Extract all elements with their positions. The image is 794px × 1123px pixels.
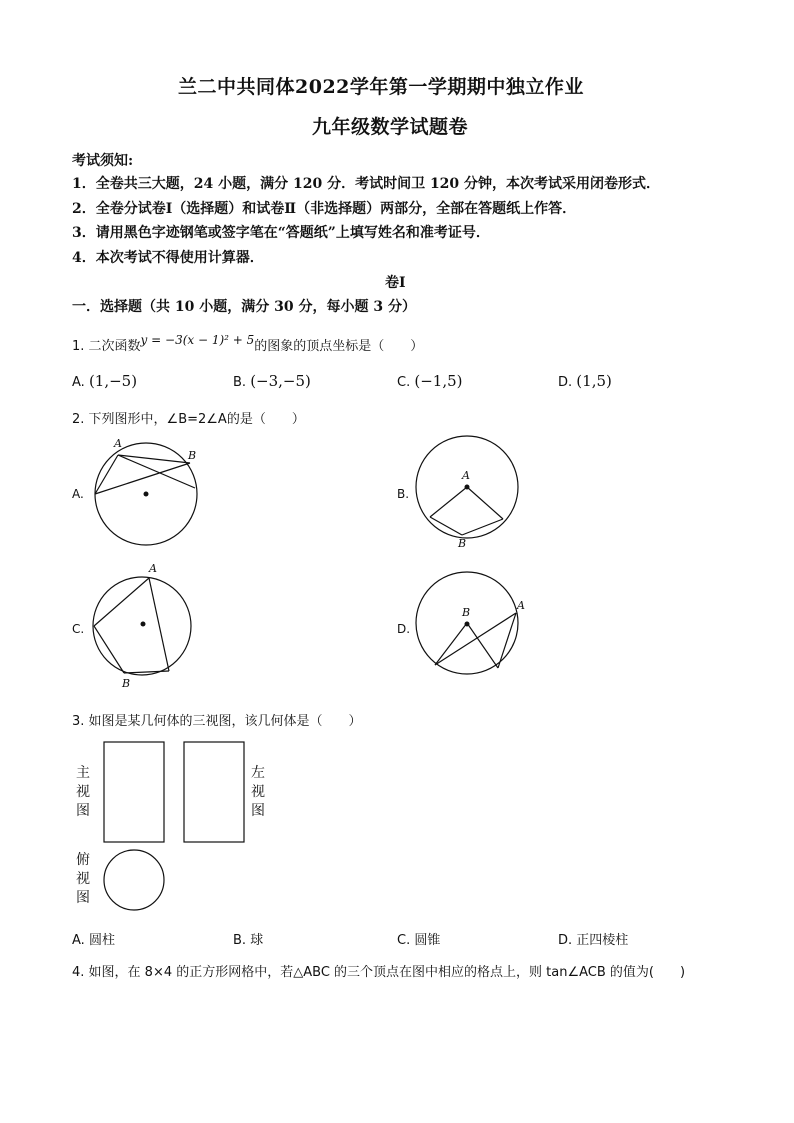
q3-option-a-letter: A. xyxy=(72,933,85,948)
paper-subtitle: 九年级数学试题卷 xyxy=(312,116,469,138)
q2-option-c-label[interactable]: C. xyxy=(72,622,85,636)
top-view-circle xyxy=(104,850,164,910)
q1-suffix: 的图象的顶点坐标是（ ） xyxy=(254,339,424,354)
q2-option-d-label[interactable]: D. xyxy=(397,622,411,636)
q3-option-b[interactable] xyxy=(233,929,263,948)
question-3: 3. 如图是某几何体的三视图，该几何体是（ ） xyxy=(72,714,362,729)
fig-a-point-a: A xyxy=(114,437,122,450)
q3-option-b-value: 球 xyxy=(250,933,264,948)
q3-option-c-letter: C. xyxy=(397,933,411,948)
q1-option-d-letter: D. xyxy=(558,375,573,390)
q1-prefix: 1. 二次函数 xyxy=(72,339,141,354)
q1-formula: y = −3(x − 1)² + 5 xyxy=(140,333,255,347)
fig-c-point-a: A xyxy=(149,562,157,575)
question-4: 4. 如图，在 8×4 的正方形网格中，若△ABC 的三个顶点在图中相应的格点上，则 tan∠ACB 的值为( ) xyxy=(72,965,686,980)
q1-option-a-value: (1,−5) xyxy=(88,372,138,390)
center-dot-c xyxy=(141,622,146,627)
q3-option-c-value: 圆锥 xyxy=(414,933,441,948)
q1-option-b-letter: B. xyxy=(233,375,247,390)
fig-b-point-a: A xyxy=(462,469,470,482)
volume-label: 卷Ⅰ xyxy=(385,275,406,291)
note-item-3: 3．请用黑色字迹钢笔或签字笔在“答题纸”上填写姓名和准考证号． xyxy=(72,225,490,241)
center-dot-d xyxy=(465,622,470,627)
q1-option-d-value: (1,5) xyxy=(576,372,612,390)
front-view-rect xyxy=(104,742,164,842)
q3-option-d[interactable] xyxy=(558,929,628,948)
q1-option-a-letter: A. xyxy=(72,375,85,390)
center-dot-b xyxy=(465,485,470,490)
q3-option-c[interactable] xyxy=(397,929,440,948)
left-view-label: 左视图 xyxy=(251,765,265,819)
fig-c-point-b: B xyxy=(122,677,131,690)
note-item-1: 1．全卷共三大题，24 小题，满分 120 分．考试时间卫 120 分钟，本次考试采用闭卷形式． xyxy=(72,176,661,192)
q1-option-c-value: (−1,5) xyxy=(414,372,463,390)
q3-option-b-letter: B. xyxy=(233,933,247,948)
fig-b-point-b: B xyxy=(458,537,467,550)
q2-option-a-label[interactable]: A. xyxy=(72,487,84,501)
left-view-rect xyxy=(184,742,244,842)
top-view-label: 俯视图 xyxy=(76,852,90,906)
q3-option-a-value: 圆柱 xyxy=(88,933,115,948)
notes-heading: 考试须知: xyxy=(72,153,134,169)
q3-option-a[interactable] xyxy=(72,929,115,948)
question-2: 2. 下列图形中，∠B=2∠A的是（ ） xyxy=(72,412,305,427)
center-dot-a xyxy=(144,492,149,497)
q1-option-b-value: (−3,−5) xyxy=(250,372,311,390)
fig-d-point-b: B xyxy=(462,606,471,619)
fig-a-point-b: B xyxy=(188,449,197,462)
q2-option-b-label[interactable]: B. xyxy=(397,487,410,501)
note-item-4: 4．本次考试不得使用计算器． xyxy=(72,250,264,266)
paper-title: 兰二中共同体2022学年第一学期期中独立作业 xyxy=(178,76,584,98)
q1-option-c-letter: C. xyxy=(397,375,411,390)
q3-option-d-value: 正四棱柱 xyxy=(576,933,629,948)
note-item-2: 2．全卷分试卷Ⅰ（选择题）和试卷Ⅱ（非选择题）两部分，全部在答题纸上作答． xyxy=(72,201,577,217)
q3-option-d-letter: D. xyxy=(558,933,573,948)
fig-d-point-a: A xyxy=(517,599,525,612)
section-heading: 一．选择题（共 10 小题，满分 30 分，每小题 3 分） xyxy=(72,299,416,315)
front-view-label: 主视图 xyxy=(76,765,90,819)
